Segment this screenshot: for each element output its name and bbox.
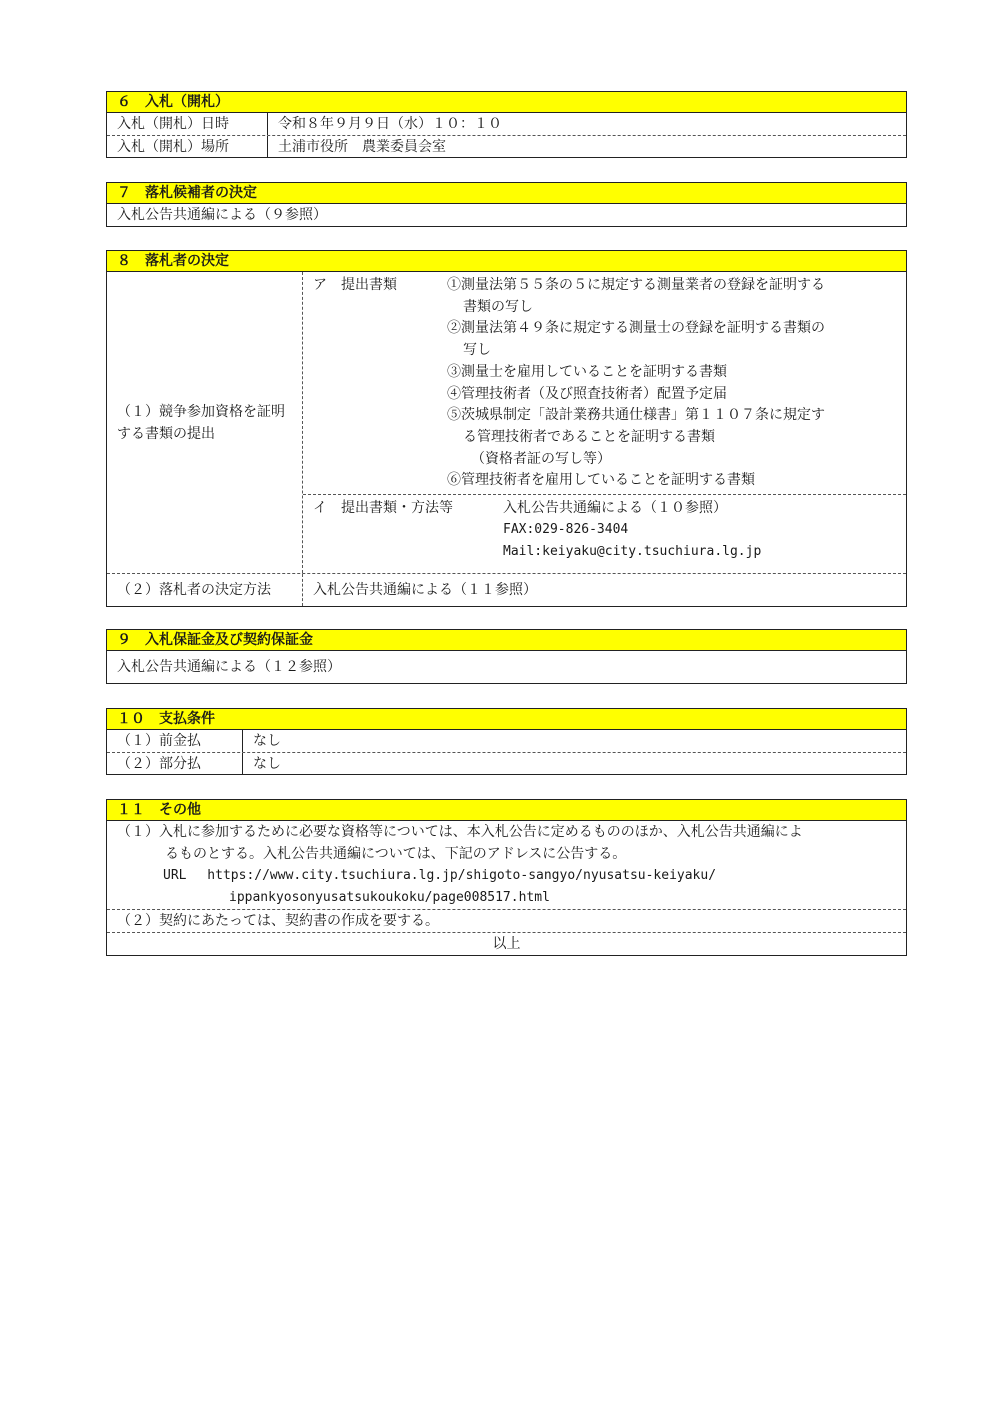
list-item: （資格者証の写し等） bbox=[471, 450, 611, 467]
row-value: 土浦市役所 農業委員会室 bbox=[267, 136, 446, 157]
url-link[interactable]: URL https://www.city.tsuchiura.lg.jp/shigoto-sangyo/nyusatsu-keiyaku/ bbox=[163, 868, 717, 883]
section-9-header: ９ 入札保証金及び契約保証金 bbox=[107, 630, 906, 651]
table-row bbox=[107, 573, 906, 606]
table-row bbox=[107, 752, 906, 774]
submission-method-values bbox=[503, 497, 761, 563]
section-7-text: 入札公告共通編による（９参照） bbox=[117, 207, 327, 223]
row-value: 入札公告共通編による（１１参照） bbox=[313, 582, 537, 599]
row-label: （２）部分払 bbox=[117, 756, 201, 772]
row-value: なし bbox=[242, 730, 281, 752]
section-9-text: 入札公告共通編による（１２参照） bbox=[117, 659, 341, 675]
list-item: ④管理技術者（及び照査技術者）配置予定届 bbox=[447, 385, 727, 402]
list-item: る管理技術者であることを証明する書類 bbox=[463, 428, 715, 445]
list-item: ⑤茨城県制定「設計業務共通仕様書」第１１０７条に規定す bbox=[447, 407, 825, 424]
list-item: 書類の写し bbox=[463, 298, 533, 315]
section-11-header: １１ その他 bbox=[107, 800, 906, 821]
submission-method-label: イ 提出書類・方法等 bbox=[313, 500, 453, 517]
url-link-continuation[interactable]: ippankyosonyusatsukoukoku/page008517.html bbox=[229, 890, 550, 905]
table-row bbox=[107, 730, 906, 752]
section-9 bbox=[106, 629, 907, 684]
end-mark: 以上 bbox=[107, 932, 906, 955]
row-label: （２）落札者の決定方法 bbox=[107, 574, 303, 606]
section-10 bbox=[106, 708, 907, 775]
section-6 bbox=[106, 91, 907, 158]
other-item-2: （２）契約にあたっては、契約書の作成を要する。 bbox=[107, 909, 906, 932]
section-8-body bbox=[107, 272, 906, 573]
list-item: ②測量法第４９条に規定する測量士の登録を証明する書類の bbox=[447, 320, 825, 337]
documents-block bbox=[303, 272, 906, 495]
submission-method-block bbox=[303, 495, 906, 573]
section-8-header: ８ 落札者の決定 bbox=[107, 251, 906, 272]
list-item: 写し bbox=[463, 342, 491, 359]
table-row bbox=[107, 113, 906, 135]
row-value: 令和８年９月９日（水）１０：１０ bbox=[267, 113, 502, 135]
table-row bbox=[107, 135, 906, 157]
row-label: 入札（開札）場所 bbox=[117, 139, 229, 155]
mail-address: Mail:keiyaku@city.tsuchiura.lg.jp bbox=[503, 544, 762, 560]
qualification-label: （１）競争参加資格を証明する書類の提出 bbox=[107, 272, 303, 573]
row-label: （１）前金払 bbox=[117, 733, 201, 749]
section-10-header: １０ 支払条件 bbox=[107, 709, 906, 730]
qualification-details bbox=[303, 272, 906, 573]
list-item: ③測量士を雇用していることを証明する書類 bbox=[447, 363, 727, 380]
documents-list bbox=[447, 275, 906, 492]
row-value: なし bbox=[242, 753, 281, 774]
section-8 bbox=[106, 250, 907, 607]
list-item: ①測量法第５５条の５に規定する測量業者の登録を証明する bbox=[447, 277, 825, 293]
section-11 bbox=[106, 799, 907, 956]
list-item: ⑥管理技術者を雇用していることを証明する書類 bbox=[447, 472, 755, 489]
documents-label: ア 提出書類 bbox=[313, 277, 397, 293]
section-7-header: ７ 落札候補者の決定 bbox=[107, 183, 906, 204]
section-7 bbox=[106, 182, 907, 227]
submission-method-text: 入札公告共通編による（１０参照） bbox=[503, 500, 727, 517]
paragraph-line: るものとする。入札公告共通編については、下記のアドレスに公告する。 bbox=[165, 846, 627, 862]
section-6-header: ６ 入札（開札） bbox=[107, 92, 906, 113]
paragraph-line: （１）入札に参加するために必要な資格等については、本入札公告に定めるもののほか、入札公告共通編によ bbox=[117, 824, 803, 840]
fax-number: FAX:029-826-3404 bbox=[503, 522, 629, 538]
row-label: 入札（開札）日時 bbox=[117, 116, 229, 132]
other-item-1 bbox=[107, 821, 906, 909]
